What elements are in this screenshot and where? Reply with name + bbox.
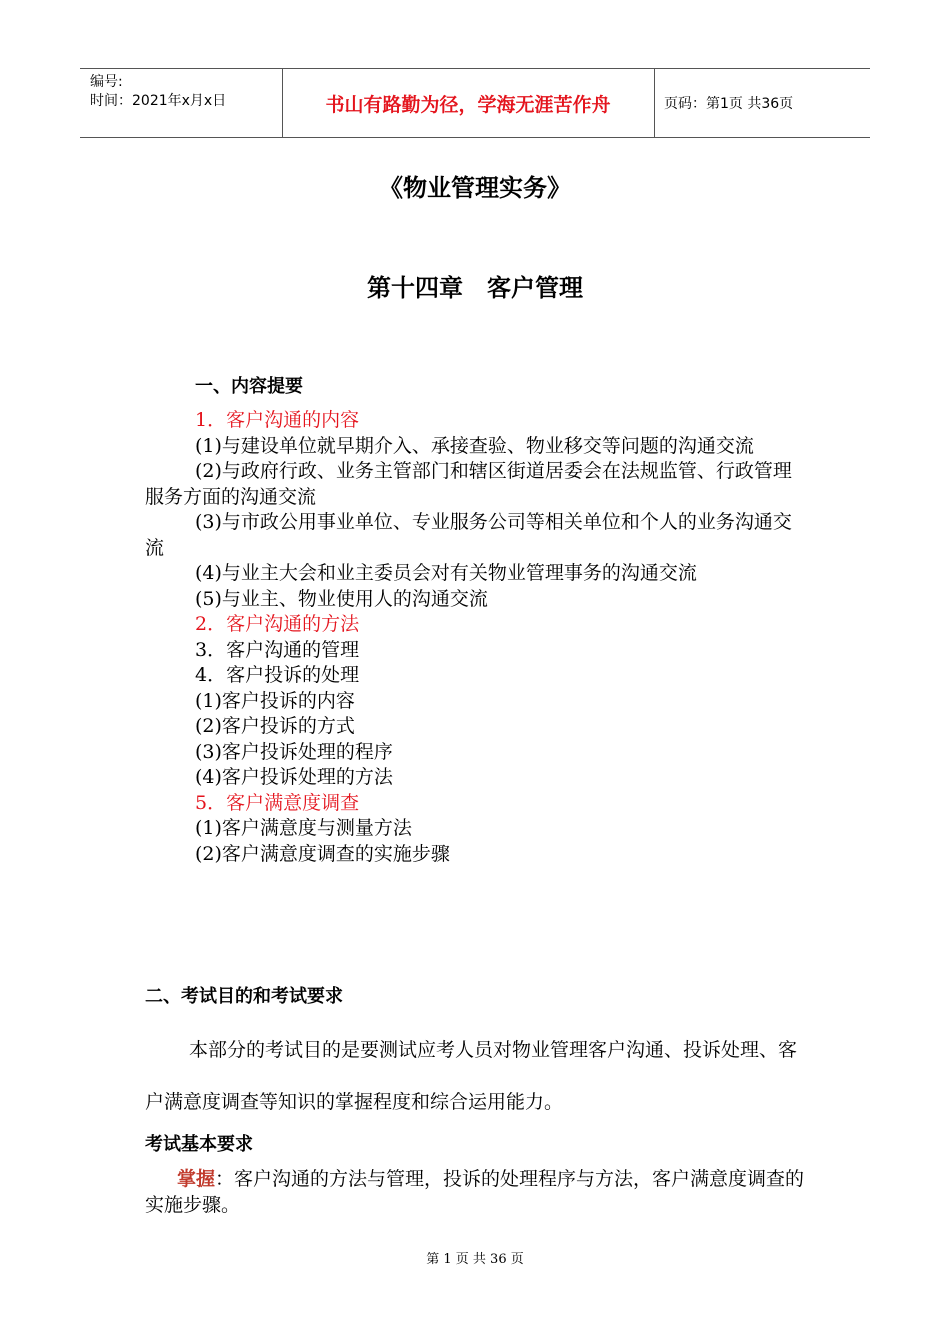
outline-line: 3．客户沟通的管理 bbox=[195, 638, 360, 661]
outline-line: (3)与市政公用事业单位、专业服务公司等相关单位和个人的业务沟通交流 bbox=[145, 511, 792, 559]
header-number: 编号: bbox=[90, 74, 123, 90]
outline-line: (2)与政府行政、业务主管部门和辖区街道居委会在法规监管、行政管理服务方面的沟通交流 bbox=[145, 460, 792, 508]
outline-line: (1)与建设单位就早期介入、承接查验、物业移交等问题的沟通交流 bbox=[195, 434, 754, 457]
master-label: 掌握 bbox=[177, 1168, 216, 1190]
basic-requirements-heading: 考试基本要求 bbox=[145, 1134, 253, 1155]
page-header bbox=[80, 68, 870, 138]
section2-heading: 二、考试目的和考试要求 bbox=[145, 986, 343, 1007]
outline-line: (1)客户投诉的内容 bbox=[195, 689, 355, 712]
page-footer: 第 1 页 共 36 页 bbox=[426, 1252, 524, 1267]
outline-line: 1．客户沟通的内容 bbox=[195, 409, 360, 431]
outline-line: 5．客户满意度调查 bbox=[195, 791, 360, 814]
header-page-info: 页码：第1页 共36页 bbox=[664, 96, 794, 112]
section1-heading: 一、内容提要 bbox=[195, 376, 303, 397]
outline-line: 4．客户投诉的处理 bbox=[195, 664, 360, 686]
exam-purpose-paragraph: 本部分的考试目的是要测试应考人员对物业管理客户沟通、投诉处理、客户满意度调查等知识的掌握程度和综合运用能力。 bbox=[145, 1039, 798, 1113]
book-title: 《物业管理实务》 bbox=[379, 174, 571, 202]
content-outline bbox=[145, 408, 810, 867]
chapter-title: 第十四章 客户管理 bbox=[367, 274, 583, 302]
outline-line: (5)与业主、物业使用人的沟通交流 bbox=[195, 587, 488, 610]
outline-line: (2)客户投诉的方式 bbox=[195, 715, 355, 737]
outline-line: (3)客户投诉处理的程序 bbox=[195, 740, 393, 763]
outline-line: (4)客户投诉处理的方法 bbox=[195, 766, 393, 788]
header-time: 时间：2021年x月x日 bbox=[90, 93, 227, 109]
outline-line: (1)客户满意度与测量方法 bbox=[195, 817, 412, 839]
outline-line: (4)与业主大会和业主委员会对有关物业管理事务的沟通交流 bbox=[195, 562, 697, 584]
master-text: ：客户沟通的方法与管理，投诉的处理程序与方法，客户满意度调查的实施步骤。 bbox=[145, 1168, 805, 1216]
master-paragraph bbox=[145, 1166, 810, 1218]
outline-line: 2．客户沟通的方法 bbox=[195, 613, 360, 635]
outline-line: (2)客户满意度调查的实施步骤 bbox=[195, 842, 450, 865]
header-divider bbox=[654, 69, 655, 137]
header-motto: 书山有路勤为径，学海无涯苦作舟 bbox=[325, 93, 611, 116]
header-meta bbox=[90, 73, 226, 111]
